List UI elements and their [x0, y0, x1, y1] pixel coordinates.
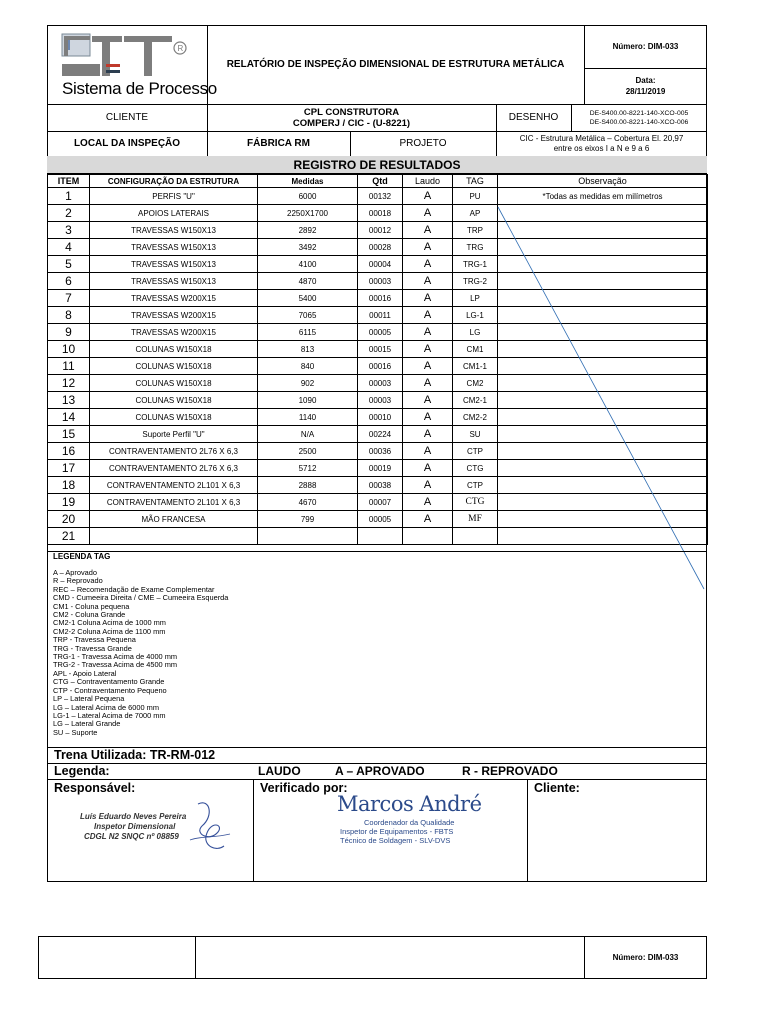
- cliente-signature-label: Cliente:: [534, 781, 580, 795]
- cell-tag: CTP: [453, 443, 498, 460]
- legend-item: CMD - Cumeeira Direita / CME – Cumeeira Esquerda: [53, 593, 229, 603]
- stamp-resp-role: Inspetor Dimensional: [94, 822, 176, 831]
- cell-config: MÃO FRANCESA: [90, 511, 258, 528]
- projeto-label: PROJETO: [399, 138, 447, 149]
- legend-item: TRG-1 - Travessa Acima de 4000 mm: [53, 652, 178, 662]
- cell-medidas: 4870: [258, 273, 358, 290]
- stamp-resp-name: Luís Eduardo Neves Pereira: [80, 812, 187, 821]
- cell-item: 16: [48, 443, 90, 460]
- cell-laudo: A: [403, 409, 453, 426]
- desenho-value-line2: DE-S400.00-8221-140-XCO-006: [589, 118, 689, 126]
- legend-item: APL - Apoio Lateral: [53, 668, 117, 678]
- column-header: CONFIGURAÇÃO DA ESTRUTURA: [90, 175, 258, 188]
- cell-item: 8: [48, 307, 90, 324]
- cell-tag: CM1-1: [453, 358, 498, 375]
- cell-laudo: A: [403, 239, 453, 256]
- cell-medidas: 2892: [258, 222, 358, 239]
- trena-text: Trena Utilizada: TR-RM-012: [54, 748, 216, 762]
- cell-medidas: N/A: [258, 426, 358, 443]
- cell-qtd: 00036: [358, 443, 403, 460]
- cell-tag: MF: [453, 511, 498, 528]
- cell-medidas: 2888: [258, 477, 358, 494]
- legend-tag-list: [53, 569, 228, 737]
- column-header: Qtd: [358, 175, 403, 188]
- legend-item: SU – Suporte: [53, 727, 98, 737]
- cell-item: 9: [48, 324, 90, 341]
- cell-config: COLUNAS W150X18: [90, 392, 258, 409]
- cliente-value-line2: COMPERJ / CIC - (U-8221): [292, 117, 411, 129]
- column-header: Medidas: [258, 175, 358, 188]
- cell-qtd: 00005: [358, 324, 403, 341]
- projeto-value-line2: entre os eixos I a N e 9 a 6: [553, 143, 650, 153]
- cell-tag: LP: [453, 290, 498, 307]
- cell-medidas: 1140: [258, 409, 358, 426]
- local-value: FÁBRICA RM: [247, 138, 310, 149]
- cell-config: TRAVESSAS W150X13: [90, 273, 258, 290]
- cell-medidas: 902: [258, 375, 358, 392]
- cell-item: 18: [48, 477, 90, 494]
- legend-item: CM2-1 Coluna Acima de 1000 mm: [53, 618, 166, 628]
- stamp-verif-role1: Coordenador da Qualidade: [364, 818, 455, 827]
- legend-item: LG-1 – Lateral Acima de 7000 mm: [53, 710, 166, 720]
- cell-laudo: A: [403, 511, 453, 528]
- cell-qtd: 00018: [358, 205, 403, 222]
- cell-tag: CTP: [453, 477, 498, 494]
- legend-item: TRP - Travessa Pequena: [53, 635, 136, 645]
- cell-tag: TRG: [453, 239, 498, 256]
- cell-qtd: 00010: [358, 409, 403, 426]
- cell-laudo: A: [403, 392, 453, 409]
- cell-medidas: 1090: [258, 392, 358, 409]
- cell-qtd: 00016: [358, 290, 403, 307]
- cell-qtd: 00224: [358, 426, 403, 443]
- stamp-resp-cert: CDGL N2 SNQC nº 08859: [84, 832, 179, 841]
- cell-config: APOIOS LATERAIS: [90, 205, 258, 222]
- cell-qtd: 00015: [358, 341, 403, 358]
- legenda-label: Legenda:: [54, 764, 110, 778]
- cell-medidas: 6000: [258, 188, 358, 205]
- cell-item: 11: [48, 358, 90, 375]
- cell-item: 12: [48, 375, 90, 392]
- cell-config: Suporte Perfil "U": [90, 426, 258, 443]
- cell-item: 20: [48, 511, 90, 528]
- cell-item: 21: [48, 528, 90, 545]
- cell-qtd: 00132: [358, 188, 403, 205]
- legend-item: TRG - Travessa Grande: [53, 643, 132, 653]
- cell-config: CONTRAVENTAMENTO 2L101 X 6,3: [90, 477, 258, 494]
- cell-config: TRAVESSAS W150X13: [90, 222, 258, 239]
- column-header: Laudo: [403, 175, 453, 188]
- cell-laudo: A: [403, 443, 453, 460]
- divider: [47, 779, 707, 780]
- cell-config: COLUNAS W150X18: [90, 409, 258, 426]
- legend-item: LP – Lateral Pequena: [53, 694, 125, 704]
- column-header: TAG: [453, 175, 498, 188]
- cell-item: 13: [48, 392, 90, 409]
- cell-config: TRAVESSAS W150X13: [90, 256, 258, 273]
- cell-item: 1: [48, 188, 90, 205]
- cell-qtd: 00012: [358, 222, 403, 239]
- legend-item: A – Aprovado: [53, 568, 97, 577]
- cell-tag: PU: [453, 188, 498, 205]
- cell-qtd: 00038: [358, 477, 403, 494]
- cell-config: CONTRAVENTAMENTO 2L76 X 6,3: [90, 443, 258, 460]
- cell-tag: CM2-1: [453, 392, 498, 409]
- cell-item: 2: [48, 205, 90, 222]
- cell-config: TRAVESSAS W200X15: [90, 307, 258, 324]
- cell-laudo: A: [403, 307, 453, 324]
- cell-item: 14: [48, 409, 90, 426]
- divider: [527, 779, 528, 882]
- cell-medidas: 5400: [258, 290, 358, 307]
- report-number: Número: DIM-033: [612, 42, 679, 51]
- stamp-verif-role3: Técnico de Soldagem - SLV-DVS: [340, 836, 451, 845]
- cell-config: PERFIS "U": [90, 188, 258, 205]
- cell-config: TRAVESSAS W200X15: [90, 324, 258, 341]
- cell-tag: CTG: [453, 494, 498, 511]
- results-section-title: REGISTRO DE RESULTADOS: [47, 156, 707, 174]
- date-label: Data:: [635, 76, 656, 85]
- desenho-label: DESENHO: [508, 112, 559, 123]
- cell-tag: CM2: [453, 375, 498, 392]
- cell-tag: LG-1: [453, 307, 498, 324]
- cell-laudo: A: [403, 256, 453, 273]
- cell-qtd: 00007: [358, 494, 403, 511]
- cell-item: 3: [48, 222, 90, 239]
- cell-laudo: A: [403, 477, 453, 494]
- cell-config: CONTRAVENTAMENTO 2L101 X 6,3: [90, 494, 258, 511]
- cell-laudo: A: [403, 358, 453, 375]
- cell-tag: SU: [453, 426, 498, 443]
- cell-tag: TRG-1: [453, 256, 498, 273]
- observation-note: *Todas as medidas em milímetros: [498, 188, 708, 205]
- cell-qtd: 00003: [358, 273, 403, 290]
- cell-config: COLUNAS W150X18: [90, 358, 258, 375]
- report-title: RELATÓRIO DE INSPEÇÃO DIMENSIONAL DE ESTRUTURA METÁLICA: [226, 59, 565, 70]
- cell-laudo: A: [403, 222, 453, 239]
- cell-medidas: 813: [258, 341, 358, 358]
- cell-medidas: 6115: [258, 324, 358, 341]
- legend-item: TRG-2 - Travessa Acima de 4500 mm: [53, 660, 178, 670]
- cell-item: 17: [48, 460, 90, 477]
- svg-text:R: R: [177, 44, 184, 53]
- legend-item: LG – Lateral Acima de 6000 mm: [53, 702, 159, 712]
- cell-medidas: 2500: [258, 443, 358, 460]
- laudo-label: LAUDO: [258, 764, 301, 778]
- cell-qtd: 00016: [358, 358, 403, 375]
- cell-tag: LG: [453, 324, 498, 341]
- verificado-stamp: [340, 818, 480, 845]
- cell-laudo: A: [403, 375, 453, 392]
- stamp-verif-name: Marcos André: [337, 792, 482, 816]
- cell-tag: CM2-2: [453, 409, 498, 426]
- cell-laudo: A: [403, 324, 453, 341]
- legend-item: CM2-2 Coluna Acima de 1100 mm: [53, 626, 166, 636]
- verificado-label: Verificado por:: [260, 781, 348, 795]
- cell-medidas: 840: [258, 358, 358, 375]
- legend-item: R – Reprovado: [53, 576, 103, 586]
- responsavel-label: Responsável:: [54, 781, 136, 795]
- page2-number: Número: DIM-033: [612, 953, 679, 962]
- legend-item: CTP - Contraventamento Pequeno: [53, 685, 167, 695]
- cell-qtd: 00003: [358, 392, 403, 409]
- divider: [253, 779, 254, 882]
- cell-tag: TRP: [453, 222, 498, 239]
- cliente-value-line1: CPL CONSTRUTORA: [303, 106, 400, 118]
- cell-medidas: 4100: [258, 256, 358, 273]
- cell-laudo: A: [403, 494, 453, 511]
- cell-tag: CTG: [453, 460, 498, 477]
- signature-icon: [180, 796, 240, 858]
- column-header: ITEM: [48, 175, 90, 188]
- legend-item: CTG – Contraventamento Grande: [53, 677, 165, 687]
- cell-config: CONTRAVENTAMENTO 2L76 X 6,3: [90, 460, 258, 477]
- cell-laudo: A: [403, 205, 453, 222]
- cell-qtd: 00011: [358, 307, 403, 324]
- divider: [195, 936, 196, 979]
- cell-medidas: 799: [258, 511, 358, 528]
- cell-laudo: A: [403, 273, 453, 290]
- cell-laudo: A: [403, 426, 453, 443]
- cliente-label: CLIENTE: [105, 112, 149, 123]
- cell-tag: TRG-2: [453, 273, 498, 290]
- cell-item: 19: [48, 494, 90, 511]
- legend-tag-title: LEGENDA TAG: [53, 552, 111, 561]
- cell-item: 5: [48, 256, 90, 273]
- desenho-value-line1: DE-S400.00-8221-140-XCO-005: [589, 109, 689, 117]
- reprovado-label: R - REPROVADO: [462, 764, 558, 778]
- legend-item: REC – Recomendação de Exame Complementar: [53, 584, 215, 594]
- legend-item: CM2 - Coluna Grande: [53, 610, 126, 620]
- cell-qtd: 00005: [358, 511, 403, 528]
- projeto-value-line1: CIC - Estrutura Metálica – Cobertura El. 20,97: [519, 133, 684, 143]
- cell-item: 7: [48, 290, 90, 307]
- cell-config: TRAVESSAS W200X15: [90, 290, 258, 307]
- stamp-verif-role2: Inspetor de Equipamentos - FBTS: [340, 827, 454, 836]
- local-label: LOCAL DA INSPEÇÃO: [73, 138, 181, 149]
- cell-laudo: A: [403, 188, 453, 205]
- cell-qtd: 00028: [358, 239, 403, 256]
- cell-medidas: 5712: [258, 460, 358, 477]
- cell-tag: CM1: [453, 341, 498, 358]
- legend-item: CM1 - Coluna pequena: [53, 601, 130, 611]
- column-header: Observação: [498, 175, 708, 188]
- cell-medidas: 4670: [258, 494, 358, 511]
- cell-medidas: 7065: [258, 307, 358, 324]
- cell-laudo: A: [403, 341, 453, 358]
- cell-medidas: 2250X1700: [258, 205, 358, 222]
- cell-laudo: A: [403, 460, 453, 477]
- cell-qtd: 00004: [358, 256, 403, 273]
- date-value: 28/11/2019: [625, 87, 666, 96]
- logo-text: Sistema de Processo: [62, 79, 217, 98]
- aprovado-label: A – APROVADO: [335, 764, 425, 778]
- cell-config: COLUNAS W150X18: [90, 375, 258, 392]
- cell-item: 15: [48, 426, 90, 443]
- cell-qtd: 00019: [358, 460, 403, 477]
- cell-item: 6: [48, 273, 90, 290]
- cell-laudo: A: [403, 290, 453, 307]
- cell-qtd: 00003: [358, 375, 403, 392]
- cell-item: 4: [48, 239, 90, 256]
- cell-tag: AP: [453, 205, 498, 222]
- cell-medidas: 3492: [258, 239, 358, 256]
- cell-config: COLUNAS W150X18: [90, 341, 258, 358]
- cell-item: 10: [48, 341, 90, 358]
- legend-item: LG – Lateral Grande: [53, 719, 121, 729]
- cell-config: TRAVESSAS W150X13: [90, 239, 258, 256]
- legend-tag-box: [47, 551, 707, 747]
